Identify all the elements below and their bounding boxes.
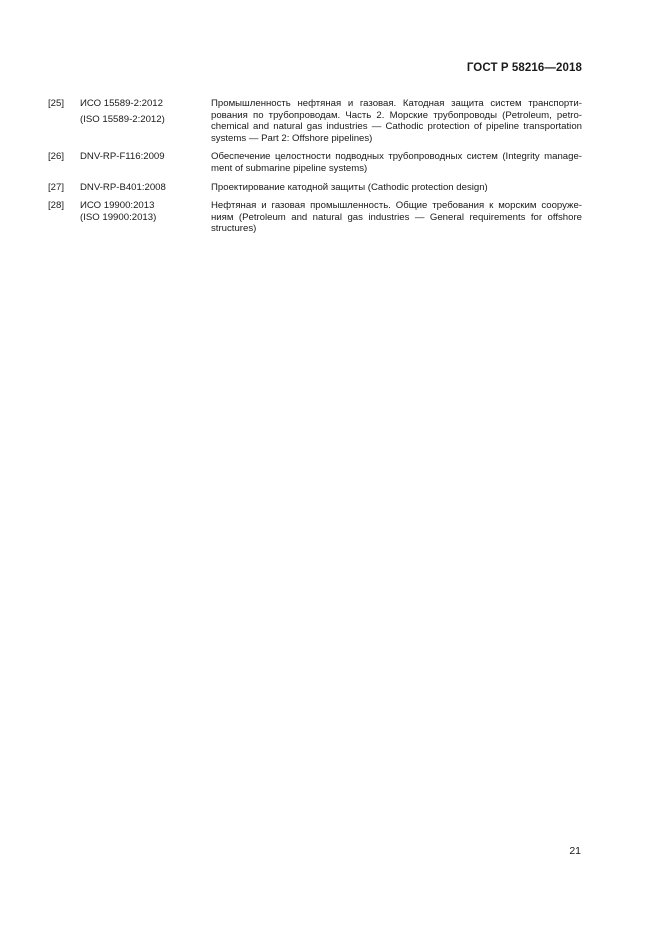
page-number: 21 xyxy=(569,845,581,857)
reference-code-line: DNV-RP-B401:2008 xyxy=(80,181,166,193)
reference-number: [28] xyxy=(48,200,65,212)
reference-number: [26] xyxy=(48,151,65,163)
reference-code-line: ИСО 19900:2013 xyxy=(80,200,155,212)
reference-item-26 xyxy=(48,151,582,174)
reference-code-line: (ISO 19900:2013) xyxy=(80,211,157,223)
reference-description: Нефтяная и газовая промышленность. Общие требования к морским сооружениям (Petroleum and natural gas industries — General requirements for offshore structures) xyxy=(211,200,582,235)
reference-code xyxy=(80,151,211,163)
reference-item-28 xyxy=(48,200,582,235)
reference-description: Проектирование катодной защиты (Cathodic protection design) xyxy=(211,181,488,193)
reference-code xyxy=(80,98,211,125)
reference-number: [25] xyxy=(48,98,65,109)
reference-description: Обеспечение целостности подводных трубопроводных систем (Integrity management of submarine pipeline systems) xyxy=(211,151,582,174)
reference-description: Промышленность нефтяная и газовая. Катодная защита систем транспортирования по трубопроводам. Часть 2. Морские трубопроводы (Petroleum, petrochemical and natural gas industries — Cathodic protection of pipeline transportation systems — Part 2: Offshore pipelines) xyxy=(211,98,582,144)
reference-code-line: ИСО 15589-2:2012 xyxy=(80,98,163,109)
reference-item-25 xyxy=(48,98,582,144)
reference-code-line: (ISO 15589-2:2012) xyxy=(80,113,165,125)
reference-code xyxy=(80,182,211,194)
reference-code-line: DNV-RP-F116:2009 xyxy=(80,151,165,163)
reference-number: [27] xyxy=(48,181,65,193)
bibliography-list xyxy=(48,98,582,242)
document-header: ГОСТ Р 58216—2018 xyxy=(466,62,582,74)
reference-code xyxy=(80,200,211,223)
reference-item-27 xyxy=(48,182,582,194)
